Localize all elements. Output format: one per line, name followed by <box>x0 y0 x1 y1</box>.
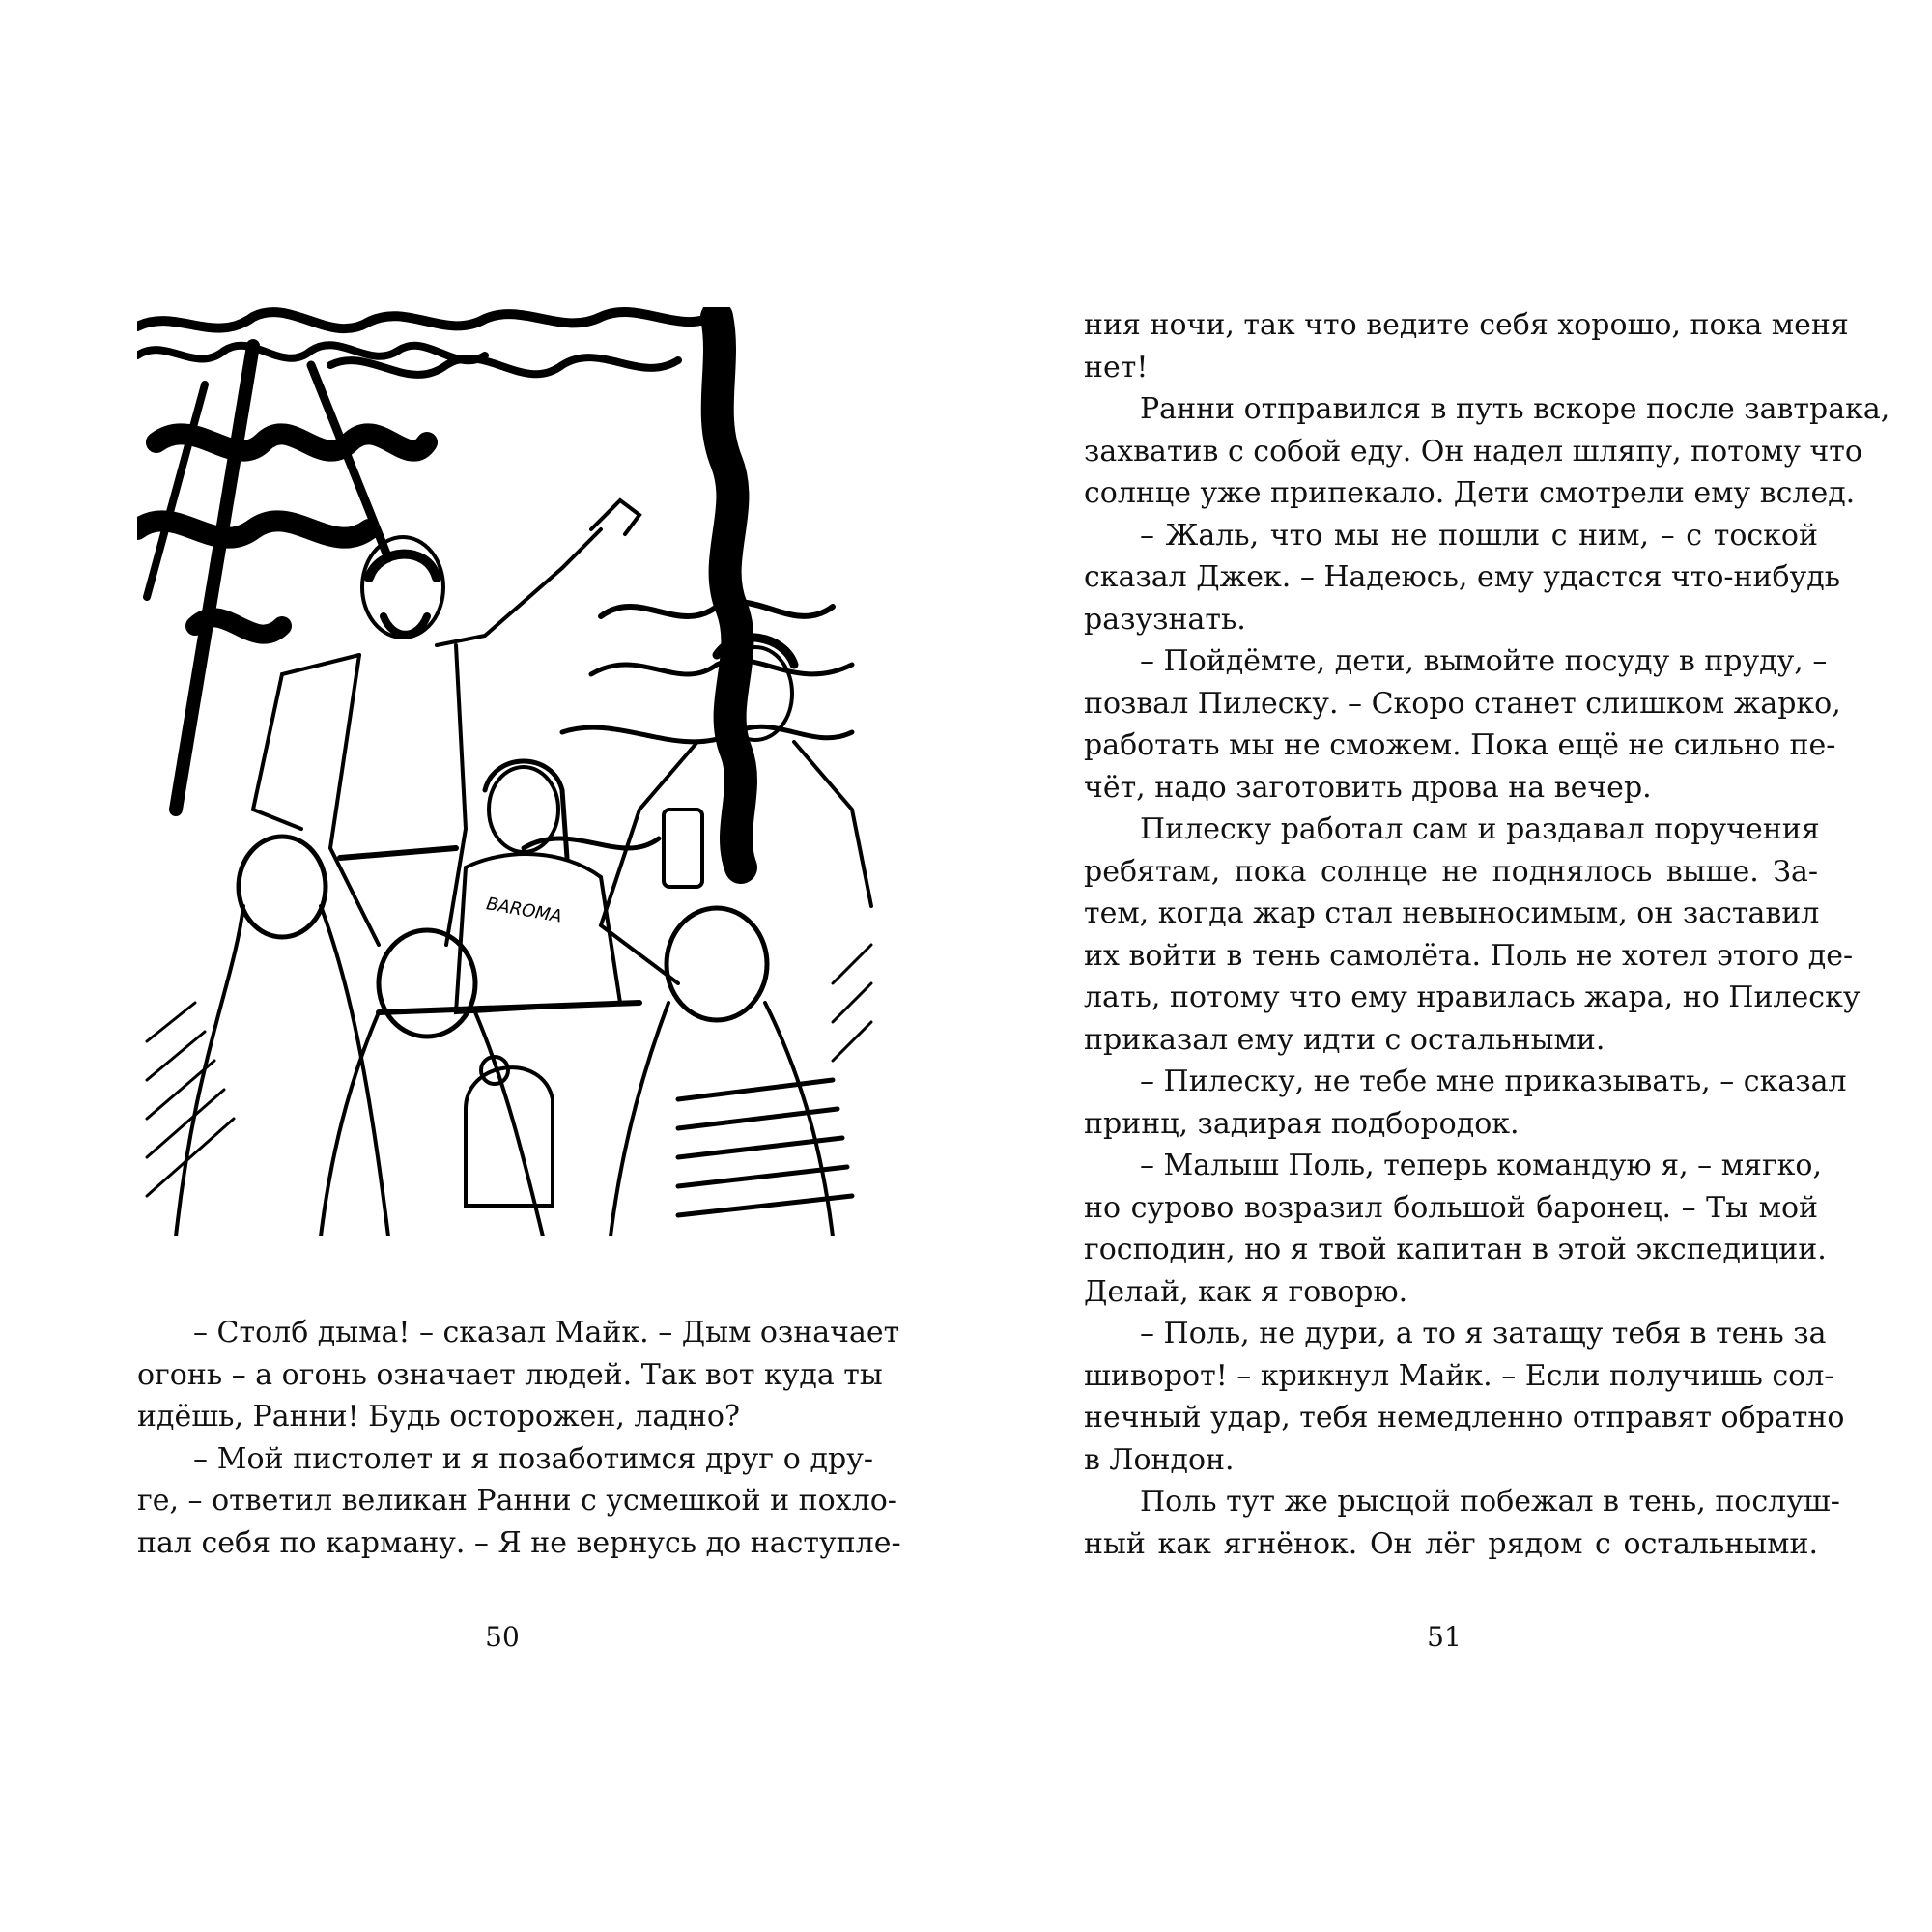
right-text-line: захватив с собой еду. Он надел шляпу, потому что <box>1084 434 1862 469</box>
right-text-line: Делай, как я говорю. <box>1084 1274 1408 1309</box>
right-text-line: сказал Джек. – Надеюсь, ему удастся что-нибудь <box>1084 560 1841 594</box>
illustration-shirt-text: BAROMA <box>484 894 564 927</box>
right-text-line: ребятам, пока солнце не поднялось выше. За- <box>1084 854 1818 889</box>
right-text-line: нечный удар, тебя немедленно отправят обратно <box>1084 1401 1845 1435</box>
right-text-line: приказал ему идти с остальными. <box>1084 1022 1605 1057</box>
right-text-line: – Поль, не дури, а то я затащу тебя в тень за <box>1140 1317 1827 1350</box>
right-text-line: – Пойдёмте, дети, вымойте посуду в пруду, – <box>1140 644 1828 678</box>
right-text-line: – Малыш Поль, теперь командую я, – мягко, <box>1140 1149 1823 1182</box>
right-page <box>966 0 1932 1932</box>
right-text-line: лать, потому что ему нравилась жара, но Пилеску <box>1084 980 1861 1014</box>
right-text-line: их войти в тень самолёта. Поль не хотел этого де- <box>1084 938 1854 973</box>
right-text-line: работать мы не сможем. Пока ещё не сильно пе- <box>1084 728 1836 762</box>
right-text-line: нет! <box>1084 350 1149 384</box>
left-text-line: пал себя по карману. – Я не вернусь до наступле- <box>137 1525 901 1560</box>
right-text-line: солнце уже припекало. Дети смотрели ему вслед. <box>1084 476 1856 510</box>
left-text-line: идёшь, Ранни! Будь осторожен, ладно? <box>137 1400 740 1434</box>
left-text-line: ге, – ответил великан Ранни с усмешкой и похло- <box>137 1484 897 1518</box>
right-text-line: чёт, надо заготовить дрова на вечер. <box>1084 770 1652 805</box>
right-text-line: тем, когда жар стал невыносимым, он заставил <box>1084 896 1820 930</box>
right-text-line: принц, задирая подбородок. <box>1084 1106 1520 1141</box>
right-text-line: Поль тут же рысцой побежал в тень, послуш- <box>1140 1485 1840 1519</box>
right-text-line: но сурово возразил большой баронец. – Ты мой <box>1084 1190 1818 1225</box>
left-text-line: – Мой пистолет и я позаботимся друг о дру- <box>193 1441 873 1476</box>
right-text-line: шиворот! – крикнул Майк. – Если получишь сол- <box>1084 1358 1834 1393</box>
right-text-line: ный как ягнёнок. Он лёг рядом с остальными. <box>1084 1526 1818 1561</box>
left-text-line: – Столб дыма! – сказал Майк. – Дым означает <box>193 1316 900 1350</box>
right-text-line: господин, но я твой капитан в этой экспедиции. <box>1084 1233 1827 1266</box>
right-text-line: – Жаль, что мы не пошли с ним, – с тоской <box>1140 518 1818 553</box>
right-text-line: Пилеску работал сам и раздавал поручения <box>1140 812 1820 846</box>
right-text-line: ния ночи, так что ведите себя хорошо, пока меня <box>1084 308 1849 342</box>
right-text-line: позвал Пилеску. – Скоро станет слишком жарко, <box>1084 686 1841 721</box>
right-text-line: разузнать. <box>1084 602 1246 637</box>
right-text-line: в Лондон. <box>1084 1442 1235 1477</box>
page-number-right: 51 <box>1427 1621 1462 1653</box>
right-text-line: Ранни отправился в путь вскоре после завтрака, <box>1140 392 1890 426</box>
right-text-line: – Пилеску, не тебе мне приказывать, – сказал <box>1140 1065 1847 1098</box>
page-number-left: 50 <box>485 1621 520 1653</box>
right-page-text <box>1084 304 1890 1565</box>
left-text-line: огонь – а огонь означает людей. Так вот куда ты <box>137 1357 883 1392</box>
left-page-text <box>137 1312 901 1564</box>
illustration-campfire-scene <box>137 307 873 1236</box>
